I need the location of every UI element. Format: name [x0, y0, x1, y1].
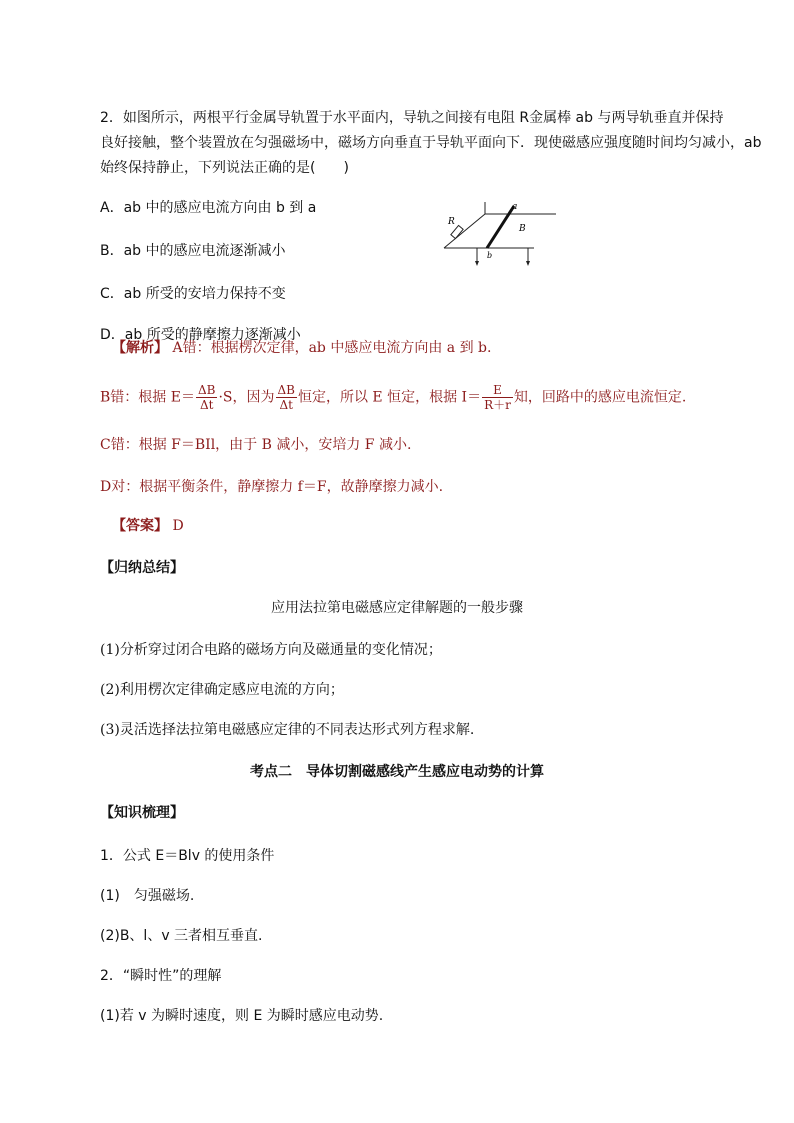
answer-line — [112, 516, 184, 536]
knowledge-heading: 【知识梳理】 — [100, 805, 184, 821]
question-line-3: 始终保持静止，下列说法正确的是( ) — [100, 160, 349, 176]
summary-step-2: (2)利用楞次定律确定感应电流的方向； — [100, 682, 344, 698]
summary-step-3: (3)灵活选择法拉第电磁感应定律的不同表达形式列方程求解. — [100, 722, 475, 738]
analysis-b-pre: B错：根据 E＝ — [100, 389, 195, 406]
analysis-b-line — [100, 383, 686, 412]
item-2: 2．“瞬时性”的理解 — [100, 968, 222, 984]
item-1-1: (1) 匀强磁场. — [100, 888, 195, 904]
rail-circuit-figure — [440, 196, 565, 271]
analysis-b-mid2: 恒定，所以 E 恒定，根据 I＝ — [297, 389, 482, 406]
question-line-2: 良好接触，整个装置放在匀强磁场中，磁场方向垂直于导轨平面向下．现使磁感应强度随时间均匀减小，ab — [100, 135, 762, 151]
analysis-b-mid1: ·S，因为 — [218, 389, 275, 406]
item-2-1: (1)若 v 为瞬时速度，则 E 为瞬时感应电动势. — [100, 1008, 384, 1024]
metal-rod-ab — [487, 206, 514, 248]
option-c: C．ab 所受的安培力保持不变 — [100, 286, 286, 302]
analysis-a: A错：根据楞次定律，ab 中感应电流方向由 a 到 b. — [172, 340, 492, 356]
label-b: b — [487, 251, 493, 260]
option-a: A．ab 中的感应电流方向由 b 到 a — [100, 200, 317, 216]
label-a: a — [512, 202, 518, 212]
label-R: R — [448, 217, 455, 227]
answer-tag: 【答案】 — [112, 518, 168, 534]
summary-heading: 【归纳总结】 — [100, 560, 184, 576]
item-1: 1．公式 E＝Blv 的使用条件 — [100, 848, 275, 864]
option-d: D．ab 所受的静摩擦力逐渐减小 — [100, 327, 301, 343]
fraction-dB-dt-1: $\frac{\Delta B}{\Delta t}$ — [197, 383, 216, 412]
analysis-b-post: 知，回路中的感应电流恒定. — [513, 389, 687, 406]
analysis-c: C错：根据 F＝BIl，由于 B 减小，安培力 F 减小. — [100, 437, 412, 453]
analysis-d: D对：根据平衡条件，静摩擦力 f＝F，故静摩擦力减小. — [100, 479, 444, 495]
item-1-2: (2)B、l、v 三者相互垂直. — [100, 928, 263, 944]
analysis-tag: 【解析】 — [112, 340, 168, 356]
resistor-R — [451, 225, 463, 238]
fraction-dB-dt-2: $\frac{\Delta B}{\Delta t}$ — [277, 383, 295, 412]
option-b: B．ab 中的感应电流逐渐减小 — [100, 243, 286, 259]
question-line-1: 2．如图所示，两根平行金属导轨置于水平面内，导轨之间接有电阻 R金属棒 ab 与两导轨垂直并保持 — [100, 110, 724, 126]
summary-title: 应用法拉第电磁感应定律解题的一般步骤 — [271, 600, 523, 616]
answer-value: D — [172, 518, 184, 534]
label-B: B — [519, 224, 526, 234]
section2-title: 考点二 导体切割磁感线产生感应电动势的计算 — [250, 764, 544, 780]
fraction-E-Rr: $\frac{E}{R+r}$ — [484, 383, 511, 412]
summary-step-1: (1)分析穿过闭合电路的磁场方向及磁通量的变化情况； — [100, 642, 442, 658]
analysis-a-line — [112, 338, 491, 358]
